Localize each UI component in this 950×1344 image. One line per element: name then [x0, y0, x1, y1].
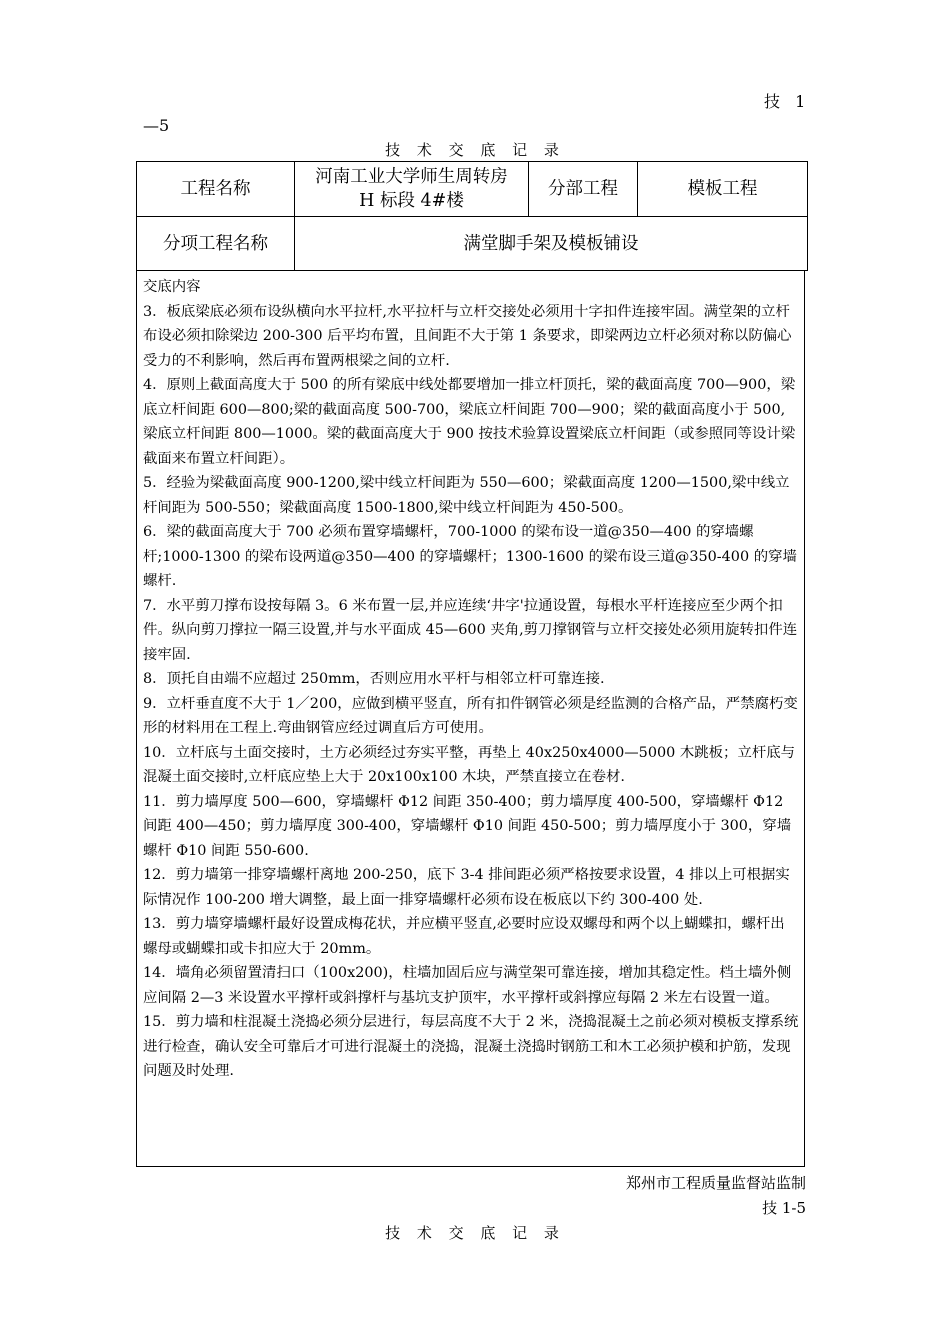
project-name-line1: 河南工业大学师生周转房: [315, 167, 508, 187]
content-paragraph: 11．剪力墙厚度 500—600，穿墙螺杆 Φ12 间距 350-400；剪力墙厚度 400-500，穿墙螺杆 Φ12 间距 400—450；剪力墙厚度 300-400，穿墙螺杆 Φ10 间距 450-500；剪力墙厚度小于 300，穿墙螺杆 Φ10 间距 550-600.: [143, 793, 792, 859]
content-paragraph: 5．经验为梁截面高度 900-1200,梁中线立杆间距为 550—600；梁截面高度 1200—1500,梁中线立杆间距为 500-550；梁截面高度 1500-1800,梁中线立杆间距为 450-500。: [143, 475, 790, 516]
content-paragraph: 7．水平剪刀撑布设按每隔 3。6 米布置一层,并应连续‘井字'拉通设置，每根水平杆连接应至少两个扣件。纵向剪刀撑拉一隔三设置,并与水平面成 45—600 夹角,剪刀撑钢管与立杆交接处必须用旋转扣件连接牢固.: [143, 597, 798, 663]
subitem-value: 满堂脚手架及模板铺设: [295, 217, 808, 271]
division-label: 分部工程: [529, 162, 638, 217]
content-paragraph: 15．剪力墙和柱混凝土浇捣必须分层进行，每层高度不大于 2 米，浇捣混凝土之前必须对模板支撑系统进行检查，确认安全可靠后才可进行混凝土的浇捣，混凝土浇捣时钢筋工和木工必须护模和护筋，发现问题及时处理.: [143, 1014, 799, 1079]
content-paragraph: 14．墙角必须留置清扫口（100x200)，柱墙加固后应与满堂架可靠连接，增加其稳定性。档土墙外侧应间隔 2—3 米设置水平撑杆或斜撑杆与基坑支护顶牢，水平撑杆或斜撑应每隔 2 米左右设置一道。: [143, 965, 792, 1006]
content-paragraph: 12．剪力墙第一排穿墙螺杆离地 200-250，底下 3-4 排间距必须严格按要求设置，4 排以上可根据实际情况作 100-200 增大调整，最上面一排穿墙螺杆必须布设在板底以下约 300-400 处.: [143, 867, 790, 908]
disclosure-form-table: [136, 161, 808, 271]
page-title: 技 术 交 底 记 录: [385, 141, 565, 159]
division-value: 模板工程: [638, 162, 808, 217]
footer-form-code: 技 1-5: [762, 1199, 806, 1217]
content-paragraph: 6．梁的截面高度大于 700 必须布置穿墙螺杆，700-1000 的梁布设一道@350—400 的穿墙螺杆;1000-1300 的梁布设两道@350—400 的穿墙螺杆；1300-1600 的梁布设三道@350-400 的穿墙螺杆.: [143, 524, 797, 589]
content-paragraph: 3．板底梁底必须布设纵横向水平拉杆,水平拉杆与立杆交接处必须用十字扣件连接牢固。满堂架的立杆布设必须扣除梁边 200-300 后平均布置，且间距不大于第 1 条要求，即梁两边立杆必须对称以防偏心受力的不利影响，然后再布置两根梁之间的立杆.: [143, 303, 792, 369]
subitem-row: [137, 217, 808, 271]
project-name-label: 工程名称: [137, 162, 295, 217]
content-paragraph: 8．顶托自由端不应超过 250mm，否则应用水平杆与相邻立杆可靠连接.: [143, 671, 605, 687]
supervisor-note: 郑州市工程质量监督站监制: [625, 1174, 806, 1192]
project-name-value: [295, 162, 529, 217]
form-code-continuation: —5: [143, 116, 170, 135]
content-paragraph: 10．立杆底与土面交接时，土方必须经过夯实平整，再垫上 40x250x4000—5000 木跳板；立杆底与混凝土面交接时,立杆底应垫上大于 20x100x100 木块，严禁直接立在卷材.: [143, 744, 796, 785]
content-paragraph: 9．立杆垂直度不大于 1／200，应做到横平竖直，所有扣件钢管必须是经监测的合格产品，严禁腐朽变形的材料用在工程上.弯曲钢管应经过调直后方可使用。: [143, 695, 798, 736]
project-name-line2: H 标段 4#楼: [359, 191, 464, 211]
form-code: 技 1: [764, 92, 807, 111]
subitem-label: 分项工程名称: [137, 217, 295, 271]
disclosure-content: [136, 271, 805, 1167]
content-paragraph: 4．原则上截面高度大于 500 的所有梁底中线处都要增加一排立杆顶托，梁的截面高度 700—900，梁底立杆间距 600—800;梁的截面高度 500-700，梁底立杆间距 700—900；梁的截面高度小于 500,梁底立杆间距 800—1000。梁的截面高度大于 900 按技术验算设置梁底立杆间距（或参照同等设计梁截面来布置立杆间距）。: [143, 377, 796, 467]
project-row: [137, 162, 808, 217]
content-paragraph: 13．剪力墙穿墙螺杆最好设置成梅花状，并应横平竖直,必要时应设双螺母和两个以上蝴蝶扣，螺杆出螺母或蝴蝶扣或卡扣应大于 20mm。: [143, 916, 785, 957]
next-page-title: 技 术 交 底 记 录: [385, 1224, 565, 1242]
content-heading: 交底内容: [143, 279, 201, 295]
